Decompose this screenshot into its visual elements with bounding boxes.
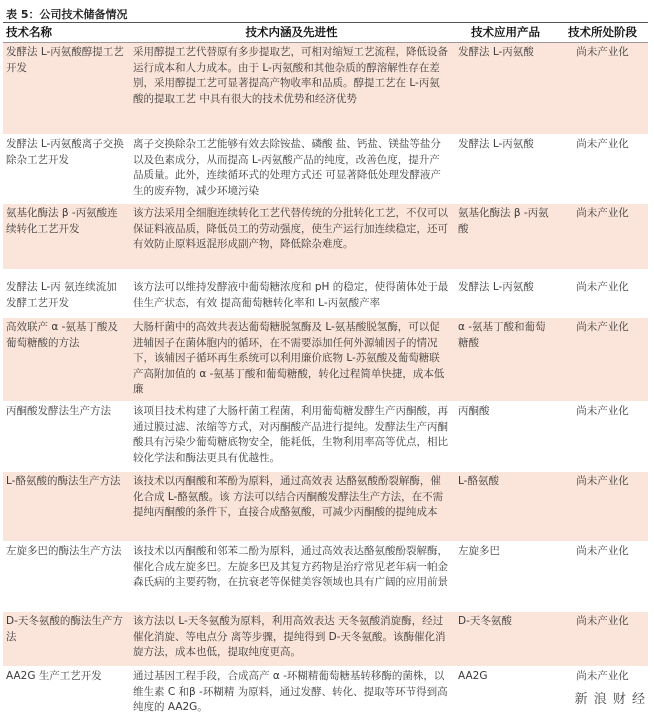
- tech-desc-cell: 该项目技术构建了大肠杆菌工程菌，利用葡萄糖发酵生产丙酮酸，再通过膜过滤、浓缩等方式，对丙酮酸产品进行提纯。发酵法生产丙酮酸具有污染少葡萄糖底物安全，能耗低，生物利用率高等优点，相比较化学法和酶法更具有优越性。: [129, 402, 454, 472]
- product-cell: D-天冬氨酸: [454, 612, 557, 667]
- product-cell: 丙酮酸: [454, 402, 557, 472]
- tech-name-cell: 发酵法 L-丙 氨连续流加发酵工艺开发: [3, 270, 129, 318]
- tech-desc-cell: 离子交换除杂工艺能够有效去除铵盐、磷酸 盐、钙盐、镁盐等盐分以及色素成分，从而提高 L-丙氨酸产品的纯度，改善色度，提升产品质量。此外，连续循环式的处理方式还 可显著降低处理发酵液产生的废弃物，减少环境污染: [129, 135, 454, 204]
- stage-cell: 尚未产业化: [557, 43, 648, 135]
- table-row: [3, 135, 648, 204]
- table-row: [3, 472, 648, 542]
- table-row: [3, 667, 648, 719]
- tech-name-cell: 氨基化酶法 β -丙氨酸连续转化工艺开发: [3, 204, 129, 270]
- stage-cell: 尚未产业化: [557, 402, 648, 472]
- product-cell: AA2G: [454, 667, 557, 719]
- watermark-text: 新 浪 财 经: [574, 692, 646, 707]
- stage-cell: 尚未产业化: [557, 667, 648, 719]
- product-cell: 发酵法 L-丙氨酸: [454, 43, 557, 135]
- tech-name-cell: 发酵法 L-丙氨酸离子交换除杂工艺开发: [3, 135, 129, 204]
- tech-name-cell: 高效联产 α -氨基丁酸及葡萄糖酸的方法: [3, 318, 129, 402]
- table-row: [3, 270, 648, 318]
- header-stage: 技术所处阶段: [557, 23, 648, 43]
- table-row: [3, 612, 648, 667]
- tech-name-cell: L-酪氨酸的酶法生产方法: [3, 472, 129, 542]
- tech-desc-cell: 该方法采用全细胞连续转化工艺代替传统的分批转化工艺，不仅可以保证料液品质，降低员工的劳动强度，使生产运行加连续稳定，还可有效防止原料返混形成副产物，降低除杂难度。: [129, 204, 454, 270]
- tech-reserve-table: [3, 22, 648, 719]
- stage-cell: 尚未产业化: [557, 135, 648, 204]
- tech-name-cell: 发酵法 L-丙氨酸醇提工艺开发: [3, 43, 129, 135]
- table-row: [3, 402, 648, 472]
- stage-cell: 尚未产业化: [557, 472, 648, 542]
- stage-cell: 尚未产业化: [557, 204, 648, 270]
- tech-desc-cell: 该技术以丙酮酸和邻苯二酚为原料，通过高效表达酪氨酸酚裂解酶，催化合成左旋多巴。左旋多巴及其复方药物是治疗常见老年病一帕金森氏病的主要药物，在抗衰老等保健美容领域也具有广阔的应用前景: [129, 542, 454, 612]
- table-row: [3, 204, 648, 270]
- table-row: [3, 43, 648, 135]
- tech-name-cell: AA2G 生产工艺开发: [3, 667, 129, 719]
- tech-desc-cell: 该方法可以维持发酵液中葡萄糖浓度和 pH 的稳定，使得菌体处于最佳生产状态，有效 提高葡萄糖转化率和 L-丙氨酸产率: [129, 270, 454, 318]
- product-cell: 氨基化酶法 β -丙氨酸: [454, 204, 557, 270]
- product-cell: 发酵法 L-丙氨酸: [454, 270, 557, 318]
- stage-cell: 尚未产业化: [557, 270, 648, 318]
- table-row: [3, 318, 648, 402]
- tech-name-cell: 丙酮酸发酵法生产方法: [3, 402, 129, 472]
- tech-desc-cell: 该方法以 L-天冬氨酸为原料，利用高效表达 天冬氨酸消旋酶，经过催化消旋、等电点分 离等步骤，提纯得到 D-天冬氨酸。该酶催化消旋方法，成本也低，提取纯度更高。: [129, 612, 454, 667]
- header-tech-desc: 技术内涵及先进性: [129, 23, 454, 43]
- tech-desc-cell: 大肠杆菌中的高效共表达葡萄糖脱氢酶及 L-氨基酸脱氢酶，可以促进辅因子在菌体胞内的循环，在不需要添加任何外源辅因子的情况下，该辅因子循环再生系统可以利用廉价底物 L-苏氨酸及葡萄糖联产高附加值的 α -氨基丁酸和葡萄糖酸，转化过程简单快捷，成本低廉: [129, 318, 454, 402]
- table-row: [3, 542, 648, 612]
- header-row: [3, 23, 648, 43]
- header-tech-name: 技术名称: [3, 23, 129, 43]
- header-product: 技术应用产品: [454, 23, 557, 43]
- product-cell: 左旋多巴: [454, 542, 557, 612]
- tech-desc-cell: 通过基因工程手段，合成高产 α -环糊精葡萄糖基转移酶的菌株，以维生素 C 和β -环糊精 为原料，通过发酵、转化、提取等环节得到高纯度的 AA2G。: [129, 667, 454, 719]
- product-cell: α -氨基丁酸和葡萄糖酸: [454, 318, 557, 402]
- stage-cell: 尚未产业化: [557, 542, 648, 612]
- tech-desc-cell: 采用醇提工艺代替原有多步提取艺，可相对缩短工艺流程，降低设备运行成本和人力成本。由于 L-丙氨酸和其他杂质的醇溶解性存在差别，采用醇提工艺可显著提高产物收率和品质。醇提工艺在 L-丙氨酸的提取工艺 中具有很大的技术优势和经济优势: [129, 43, 454, 135]
- tech-name-cell: D-天冬氨酸的酶法生产方法: [3, 612, 129, 667]
- table-caption: 表 5：公司技术储备情况: [6, 8, 128, 21]
- tech-name-cell: 左旋多巴的酶法生产方法: [3, 542, 129, 612]
- product-cell: 发酵法 L-丙氨酸: [454, 135, 557, 204]
- stage-cell: 尚未产业化: [557, 612, 648, 667]
- stage-cell: 尚未产业化: [557, 318, 648, 402]
- tech-desc-cell: 该技术以丙酮酸和苯酚为原料，通过高效表 达酪氨酸酚裂解酶，催化合成 L-酪氨酸。该 方法可以结合丙酮酸发酵法生产方法，在不需提纯丙酮酸的条件下，直接合成酪氨酸，可减少丙酮酸的提纯成本: [129, 472, 454, 542]
- product-cell: L-酪氨酸: [454, 472, 557, 542]
